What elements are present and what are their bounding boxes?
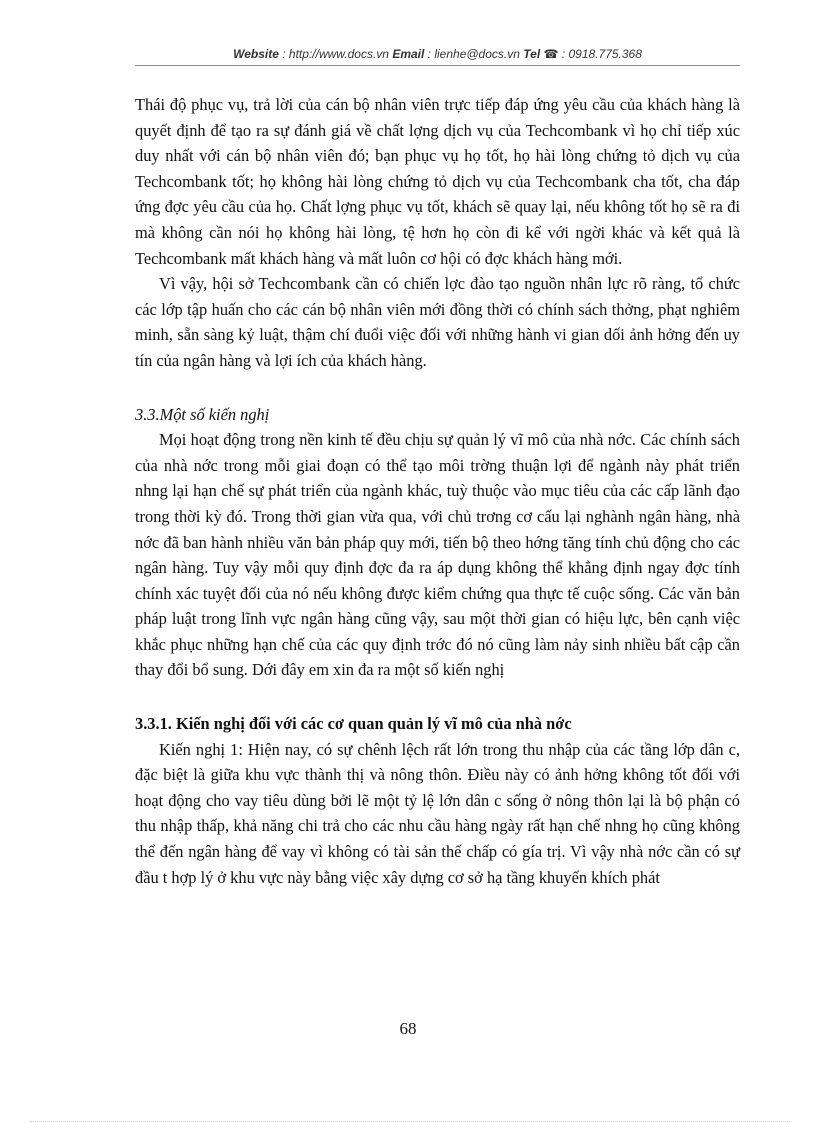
spacer [135,683,740,711]
tel-label: Tel [523,47,541,61]
website-label: Website [233,47,279,61]
footer-divider [30,1121,790,1122]
paragraph-recommendation-1: Kiến nghị 1: Hiện nay, có sự chênh lệch rất lớn trong thu nhập của các tầng lớp dân c, đặc biệt là giữa khu vực thành thị và nông thôn. Điều này có ảnh hởng không tốt đối với hoạt động cho vay tiêu dùng bởi lẽ một tỷ lệ lớn dân c sống ở nông thôn lại là bộ phận có thu nhập thấp, khả năng chi trả cho các nhu cầu hàng ngày rất hạn chế nhng họ cũng không thể đến ngân hàng để vay vì không có tài sản thế chấp có gía trị. Vì vậy nhà nớc cần có sự đầu t hợp lý ở khu vực này bằng việc xây dựng cơ sở hạ tầng khuyến khích phát [135,739,740,887]
subsection-title: 3.3.1. Kiến nghị đối với các cơ quan quản lý vĩ mô của nhà nớc [135,714,572,734]
paragraph-state-management: Mọi hoạt động trong nền kinh tế đều chịu sự quản lý vĩ mô của nhà nớc. Các chính sách của nhà nớc trong mỗi giai đoạn có thể tạo môi trờng thuận lợi để ngành này phát triển nhng lại hạn chế sự phát triển của ngành khác, tuỳ thuộc vào mục tiêu của các cấp lãnh đạo trong thời kỳ đó. Trong thời gian vừa qua, với chủ trơng cơ cấu lại nghành ngân hàng, nhà nớc đã ban hành nhiều văn bản pháp quy mới, tiến bộ theo hớng tăng tính chủ động cho các ngân hàng. Tuy vậy mỗi quy định đợc đa ra áp dụng không thể khẳng định ngay đợc tính chính xác tuyệt đối của nó nếu không được kiểm chứng qua thực tế cuộc sống. Các văn bản pháp luật trong lĩnh vực ngân hàng cũng vậy, sau một thời gian có hiệu lực, bên cạnh việc khắc phục những hạn chế của các quy định trớc đó nó cũng làm nảy sinh nhiều bất cập cần thay đổi bổ sung. Dới đây em xin đa ra một số kiến nghị [135,430,740,680]
website-separator: : [278,47,289,61]
paragraph-service-attitude: Thái độ phục vụ, trả lời của cán bộ nhân viên trực tiếp đáp ứng yêu cầu của khách hàng là quyết định để tạo ra sự đánh giá về chất lợng dịch vụ của Techcombank vì họ chỉ tiếp xúc duy nhất với cán bộ nhân viên đó; bạn phục vụ họ tốt, họ hài lòng chứng tỏ dịch vụ của Techcombank tốt; họ không hài lòng chứng tỏ dịch vụ của Techcombank cha tốt, cha đáp ứng đợc yêu cầu của họ. Chất lợng phục vụ tốt, khách sẽ quay lại, nếu không tốt họ sẽ ra đi mà không cần nói họ không hài lòng, tệ hơn họ còn đi kể với ngời khác và kết quả là Techcombank mất khách hàng và mất luôn cơ hội có đợc khách hàng mới. [135,95,740,268]
tel-separator: : [558,47,569,61]
email-address: lienhe@docs.vn [434,47,520,61]
website-url: http://www.docs.vn [288,47,389,61]
paragraph-training-strategy: Vì vậy, hội sở Techcombank cần có chiến lợc đào tạo nguồn nhân lực rõ ràng, tổ chức các lớp tập huấn cho các cán bộ nhân viên mới đồng thời có chính sách thởng, phạt nghiêm minh, sẵn sàng kỷ luật, thậm chí đuổi việc đối với những hành vi gian dối ảnh hởng đến uy tín của ngân hàng và lợi ích của khách hàng. [135,274,740,370]
section-title: 3.3.Một số kiến nghị [135,404,270,424]
email-label: Email [392,47,425,61]
header-divider [135,65,740,66]
spacer [135,374,740,402]
tel-number: 0918.775.368 [568,47,642,61]
email-separator: : [424,47,435,61]
page-number: 68 [399,1019,417,1038]
document-body [135,92,740,890]
phone-icon: ☎ [543,47,559,61]
page-header [135,47,740,61]
